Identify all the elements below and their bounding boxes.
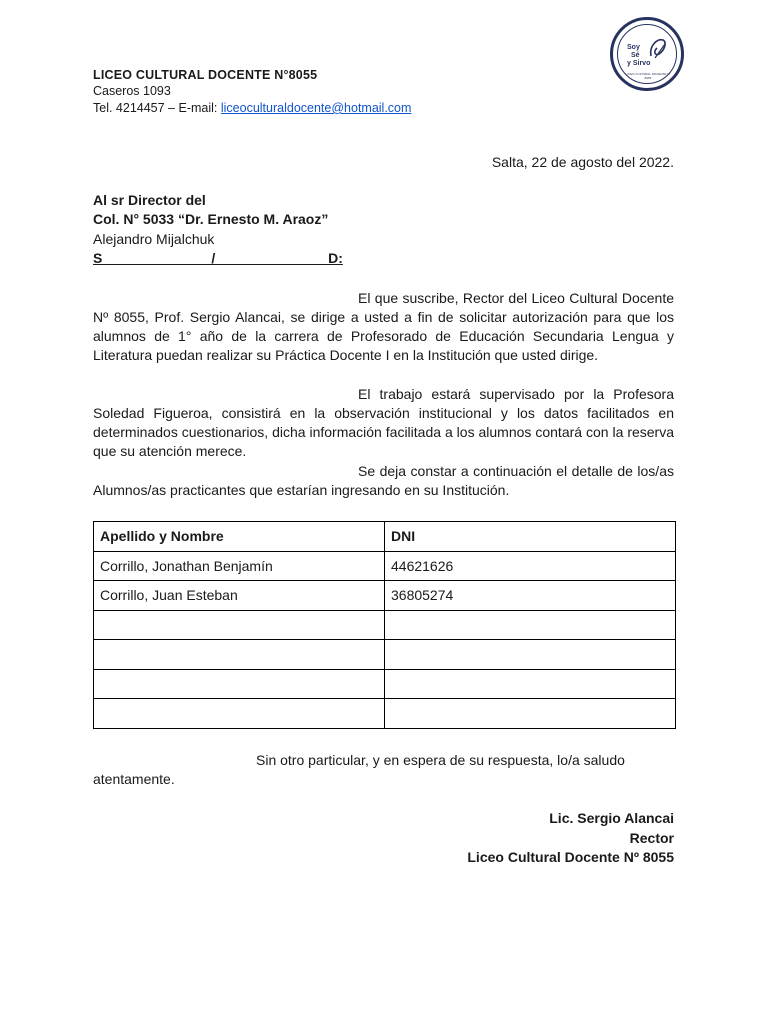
signature-name: Lic. Sergio Alancai (549, 810, 674, 826)
body-paragraph-1-text: El que suscribe, Rector del Liceo Cultural Docente Nº 8055, Prof. Sergio Alancai, se dirige a usted a fin de solicitar autorización para que los alumnos de 1° año de la carrera de Profesorado de Educación Secundaria Lengua y Literatura puedan realizar su Práctica Docente I en la Institución que usted dirige. (93, 290, 674, 363)
letterhead-contact (93, 101, 411, 115)
body-paragraph-3 (93, 462, 674, 500)
cell-dni (385, 610, 676, 640)
table-header-row (94, 522, 676, 552)
cell-dni: 36805274 (385, 581, 676, 611)
logo-text-y-sirvo: y Sirvo (627, 60, 651, 67)
logo-emblem-icon (647, 36, 669, 62)
table-row (94, 699, 676, 729)
institution-logo (610, 17, 684, 91)
table-row (94, 610, 676, 640)
recipient-salutation: S_______ ______ /________ ______D: (93, 250, 343, 266)
body-paragraph-3-text: Se deja constar a continuación el detalle de los/as Alumnos/as practicantes que estarían ingresando en su Institución. (93, 463, 674, 498)
table-row (94, 581, 676, 611)
closing-line-2: atentamente. (93, 771, 175, 787)
cell-name (94, 669, 385, 699)
cell-dni (385, 640, 676, 670)
cell-name: Corrillo, Juan Esteban (94, 581, 385, 611)
recipient-line-1: Al sr Director del (93, 192, 206, 208)
header-name: Apellido y Nombre (94, 522, 385, 552)
body-paragraph-2 (93, 385, 674, 461)
cell-dni (385, 699, 676, 729)
cell-dni (385, 669, 676, 699)
logo-text-se: Sé (631, 52, 640, 59)
letterhead-address: Caseros 1093 (93, 84, 171, 98)
body-paragraph-2-text: El trabajo estará supervisado por la Profesora Soledad Figueroa, consistirá en la observación institucional y los datos facilitados en determinados cuestionarios, dicha información facilitada a los alumnos contará con la reserva que su atención merece. (93, 386, 674, 459)
letterhead-phone: Tel. 4214457 – E-mail: (93, 101, 221, 115)
closing-line-1: Sin otro particular, y en espera de su respuesta, lo/a saludo (256, 752, 625, 768)
signature-role: Rector (629, 829, 674, 846)
recipient-school: Col. N° 5033 “Dr. Ernesto M. Araoz” (93, 211, 329, 227)
logo-small-text: LICEO CULTURAL DOCENTE Nº 8055 (625, 72, 671, 80)
cell-name (94, 610, 385, 640)
signature-block (467, 809, 674, 868)
signature-institution: Liceo Cultural Docente Nº 8055 (467, 849, 674, 865)
table-row (94, 640, 676, 670)
cell-name (94, 640, 385, 670)
cell-dni: 44621626 (385, 551, 676, 581)
cell-name: Corrillo, Jonathan Benjamín (94, 551, 385, 581)
logo-text-soy: Soy (627, 44, 640, 51)
table-row (94, 551, 676, 581)
table-row (94, 669, 676, 699)
letterhead-title: LICEO CULTURAL DOCENTE N°8055 (93, 68, 318, 82)
cell-name (94, 699, 385, 729)
letter-date: Salta, 22 de agosto del 2022. (491, 154, 674, 170)
email-link[interactable]: liceoculturaldocente@hotmail.com (220, 101, 412, 115)
students-table (93, 521, 676, 729)
body-paragraph-1 (93, 289, 674, 365)
header-dni: DNI (385, 522, 676, 552)
recipient-name: Alejandro Mijalchuk (93, 231, 215, 247)
